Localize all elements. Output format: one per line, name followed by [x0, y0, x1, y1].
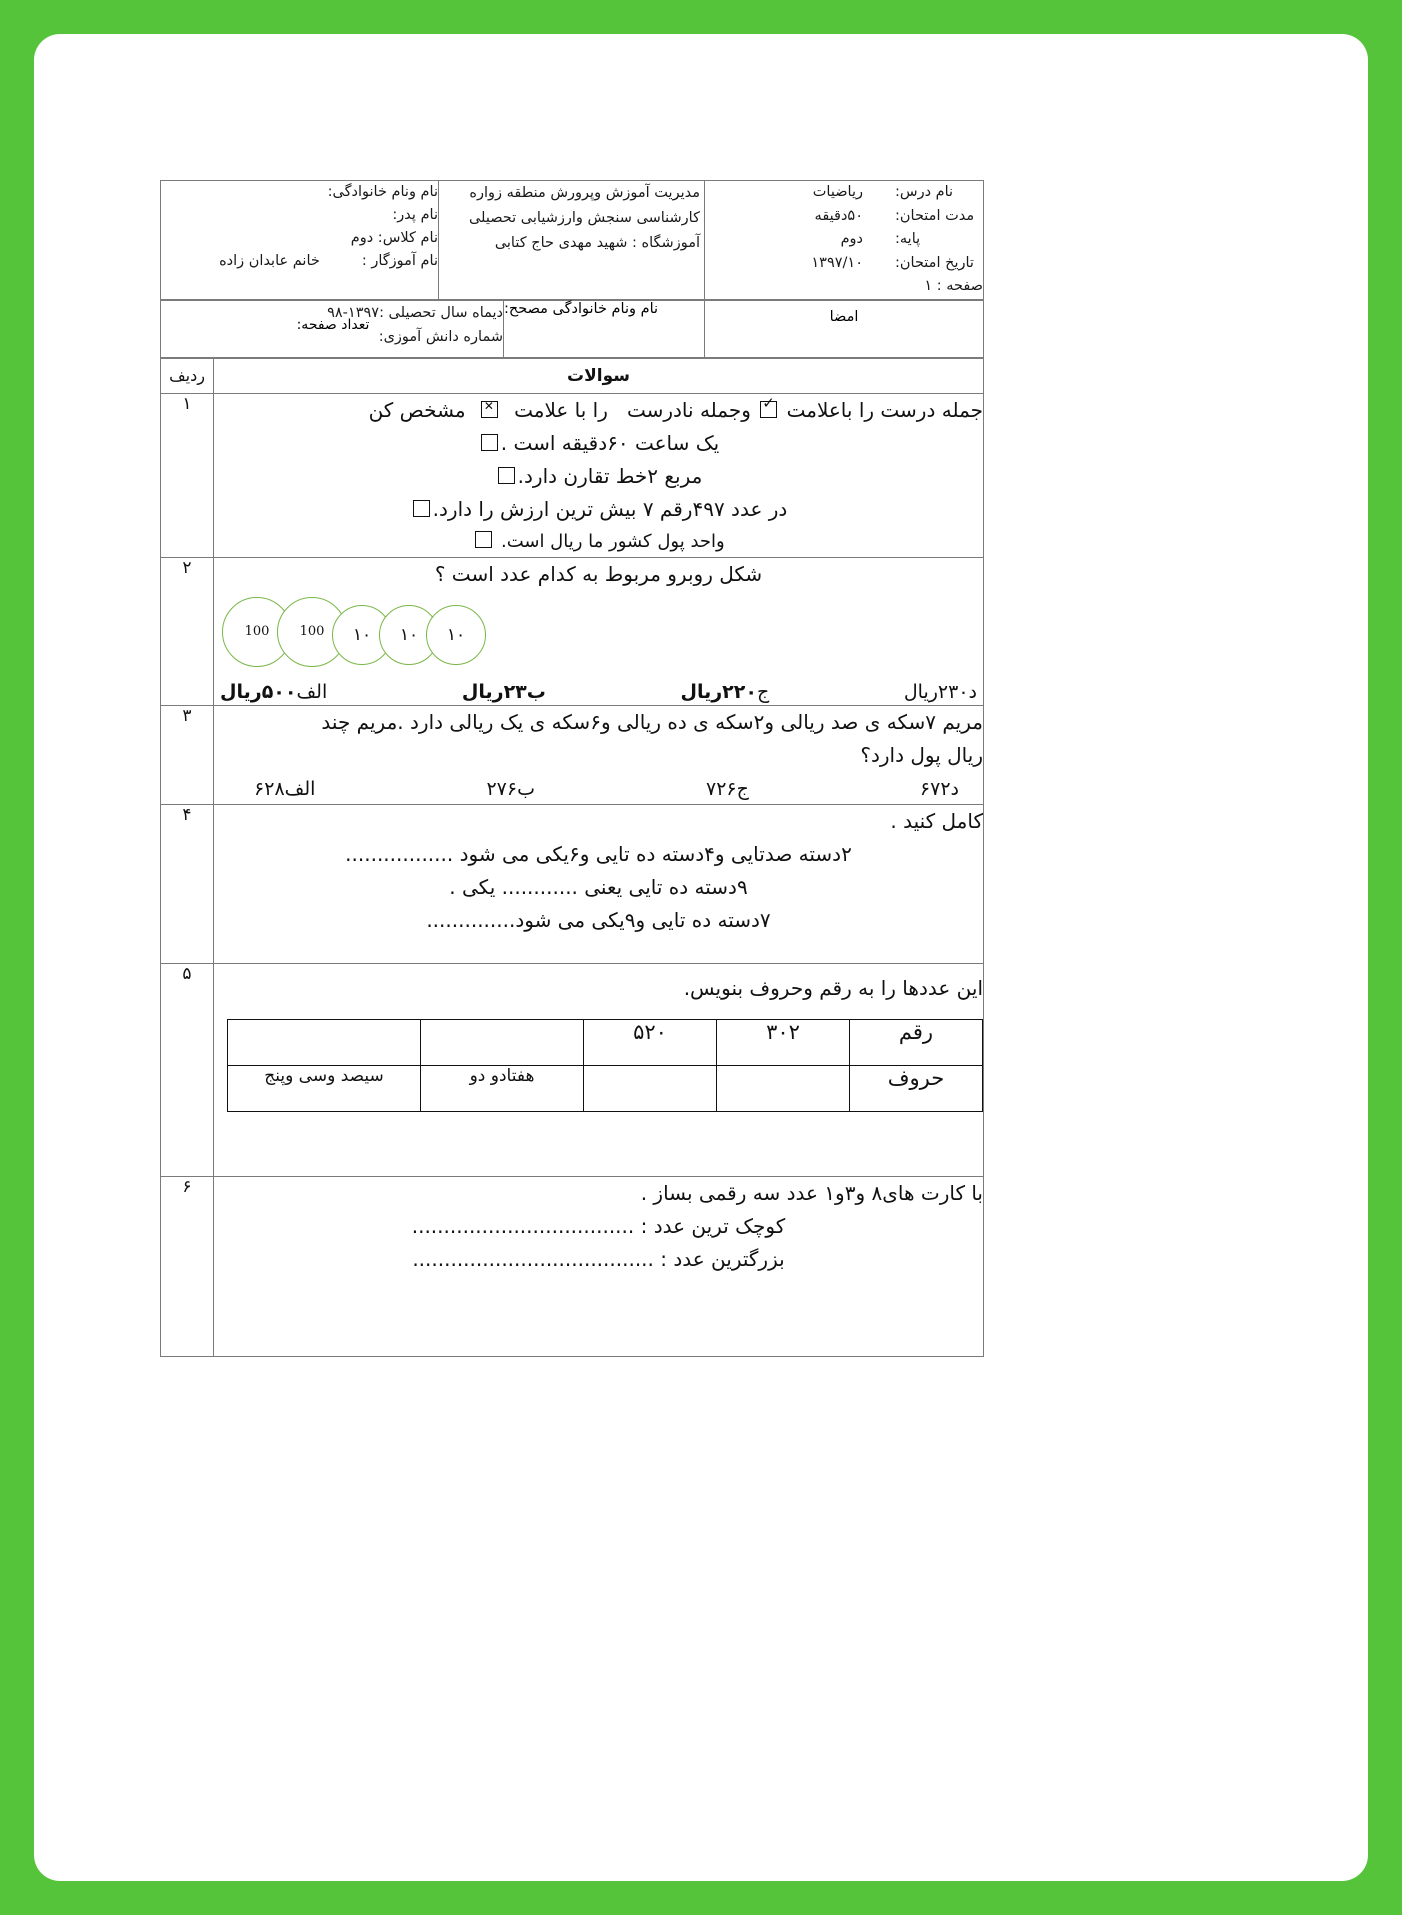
questions-table — [160, 358, 984, 1357]
q5-word-row — [228, 1065, 983, 1111]
marker-label: نام ونام خانوادگی مصحح: — [504, 300, 659, 317]
q5-row-label-digit: رقم — [850, 1019, 983, 1065]
row-header-cell — [161, 358, 214, 393]
q1-line-2: یک ساعت ۶۰دقیقه است . — [214, 427, 983, 460]
q1-line-5: واحد پول کشور ما ریال است. — [214, 526, 983, 557]
q3-option-b[interactable]: ب۲۷۶ — [486, 777, 535, 800]
duration-label: مدت امتحان: — [895, 207, 975, 224]
q1-empty-box-4[interactable] — [475, 531, 492, 548]
q2-prompt: شکل روبرو مربوط به کدام عدد است ؟ — [434, 561, 763, 586]
page-number-label: صفحه : ۱ — [924, 278, 983, 294]
question-1-number: ۱ — [161, 393, 214, 557]
q5-row-label-word: حروف — [850, 1065, 983, 1111]
term-year-label: دیماه سال تحصیلی :۱۳۹۷-۹۸ — [327, 304, 503, 321]
q4-line-4: ۷دسته ده تایی و۹یکی می شود.............. — [426, 907, 771, 932]
org-line-2: کارشناسی سنجش وارزشیابی تحصیلی — [468, 210, 700, 226]
question-4-number: ۴ — [161, 804, 214, 963]
q2-option-d[interactable]: د۲۳۰ریال — [903, 680, 977, 703]
teacher-row — [161, 250, 438, 273]
q5-word-cell-4[interactable]: سیصد وسی وپنج — [228, 1065, 421, 1111]
question-row-5 — [161, 963, 984, 1176]
q4-line-3: ۹دسته ده تایی یعنی ............ یکی . — [449, 874, 748, 899]
org-line-3: آموزشگاه : شهید مهدی حاج کتابی — [494, 235, 700, 251]
coin-10-a: ۱۰ — [332, 605, 392, 665]
exam-date-value: ۱۳۹۷/۱۰ — [811, 254, 863, 271]
q2-option-b[interactable]: ب۲۳ریال — [461, 680, 546, 703]
q1-line-4: در عدد ۴۹۷رقم ۷ بیش ترین ارزش را دارد. — [214, 493, 983, 526]
q5-prompt: این عددها را به رقم وحروف بنویس. — [683, 975, 983, 1000]
coin-10-c: ۱۰ — [426, 605, 486, 665]
header-course-cell — [705, 181, 984, 300]
exam-header-table — [160, 180, 984, 300]
subject-row — [705, 181, 983, 205]
q2-option-c[interactable]: ج۲۲۰ریال — [680, 680, 770, 703]
q3-option-c[interactable]: ج۷۲۶ — [705, 777, 749, 800]
coin-100-a: 100 — [222, 597, 292, 667]
q2-option-a[interactable]: الف۵۰۰ریال — [220, 680, 328, 703]
q5-word-cell-3[interactable]: هفتادو دو — [421, 1065, 584, 1111]
coin-10-b: ۱۰ — [379, 605, 439, 665]
q5-digit-cell-1[interactable]: ۳۰۲ — [717, 1019, 850, 1065]
q5-digit-cell-3[interactable] — [421, 1019, 584, 1065]
q3-options — [214, 772, 983, 804]
row-header-label: ردیف — [169, 365, 205, 385]
q6-line-2[interactable]: کوچک ترین عدد : ................................... — [411, 1213, 786, 1238]
exam-date-label: تاریخ امتحان: — [895, 254, 974, 271]
question-5-number: ۵ — [161, 963, 214, 1176]
q5-word-cell-2[interactable] — [584, 1065, 717, 1111]
marker-name-cell — [504, 300, 705, 357]
q5-digit-row — [228, 1019, 983, 1065]
q5-number-table — [227, 1019, 983, 1112]
q4-line-1: کامل کنید . — [890, 808, 983, 833]
q3-option-d[interactable]: د۶۷۲ — [919, 777, 959, 800]
question-6-body — [214, 1176, 984, 1356]
paper-sheet — [34, 34, 1368, 1881]
exam-sheet — [160, 180, 984, 1357]
q2-options — [214, 671, 983, 705]
coin-100-b: 100 — [277, 597, 347, 667]
question-row-6 — [161, 1176, 984, 1356]
q6-line-1: با کارت های۸ و۳و۱ عدد سه رقمی بساز . — [640, 1180, 983, 1205]
grade-label: پایه: — [895, 231, 921, 247]
q4-line-2: ۲دسته صدتایی و۴دسته ده تایی و۶یکی می شود ................. — [345, 841, 852, 866]
question-3-body — [214, 705, 984, 804]
q6-line-3[interactable]: بزرگترین عدد : ...................................... — [412, 1246, 785, 1271]
q5-bottom-spacer — [214, 1112, 983, 1142]
student-fullname-label: نام ونام خانوادگی: — [327, 184, 438, 200]
teacher-value: خانم عابدان زاده — [219, 253, 320, 269]
student-number-label: شماره دانش آموزی: — [378, 328, 503, 345]
questions-header-row — [161, 358, 984, 393]
page-number-row — [705, 275, 983, 299]
question-row-1 — [161, 393, 984, 557]
grade-row — [705, 228, 983, 252]
subject-value: ریاضیات — [812, 184, 863, 200]
signature-label: امضا — [829, 308, 859, 325]
question-2-body — [214, 557, 984, 705]
questions-header-label: سوالات — [567, 365, 630, 386]
q3-line-1: مریم ۷سکه ی صد ریالی و۲سکه ی ده ریالی و۶سکه ی یک ریالی دارد .مریم چند — [321, 709, 983, 734]
subject-label: نام درس: — [895, 184, 954, 200]
header-student-cell — [161, 181, 439, 300]
question-row-4 — [161, 804, 984, 963]
header-organization-cell — [439, 181, 705, 300]
question-3-number: ۳ — [161, 705, 214, 804]
grade-value: دوم — [840, 231, 863, 247]
class-name-label: نام کلاس: دوم — [350, 230, 438, 246]
q5-digit-cell-4[interactable] — [228, 1019, 421, 1065]
question-4-body — [214, 804, 984, 963]
exam-date-row — [705, 252, 983, 276]
teacher-label: نام آموزگار : — [361, 253, 438, 269]
q3-line-2: ریال پول دارد؟ — [860, 742, 983, 767]
q1-empty-box-2[interactable] — [498, 467, 515, 484]
signature-cell — [705, 300, 984, 357]
question-row-2 — [161, 557, 984, 705]
coin-figure — [214, 597, 983, 671]
org-line-1: مدیریت آموزش وپرورش منطقه زواره — [469, 185, 700, 201]
q1-line-3: مربع ۲خط تقارن دارد. — [214, 460, 983, 493]
question-5-body — [214, 963, 984, 1176]
father-name-label: نام پدر: — [392, 207, 438, 223]
checkbox-checked-icon — [760, 401, 777, 418]
question-2-number: ۲ — [161, 557, 214, 705]
questions-header-cell — [214, 358, 984, 393]
page-count-label: تعداد صفحه: — [296, 316, 370, 333]
question-1-body — [214, 393, 984, 557]
q1-empty-box-3[interactable] — [413, 500, 430, 517]
q5-word-cell-1[interactable] — [717, 1065, 850, 1111]
checkbox-cross-icon — [481, 401, 498, 418]
q1-empty-box-1[interactable] — [481, 434, 498, 451]
q5-digit-cell-2[interactable]: ۵۲۰ — [584, 1019, 717, 1065]
question-6-number: ۶ — [161, 1176, 214, 1356]
q3-option-a[interactable]: الف۶۲۸ — [254, 777, 316, 800]
question-row-3 — [161, 705, 984, 804]
q1-line-1: جمله درست را باعلامت ✓ وجمله نادرست را با علامت ✕ مشخص کن — [214, 394, 983, 427]
duration-value: ۵۰دقیقه — [814, 207, 863, 224]
duration-row — [705, 205, 983, 229]
